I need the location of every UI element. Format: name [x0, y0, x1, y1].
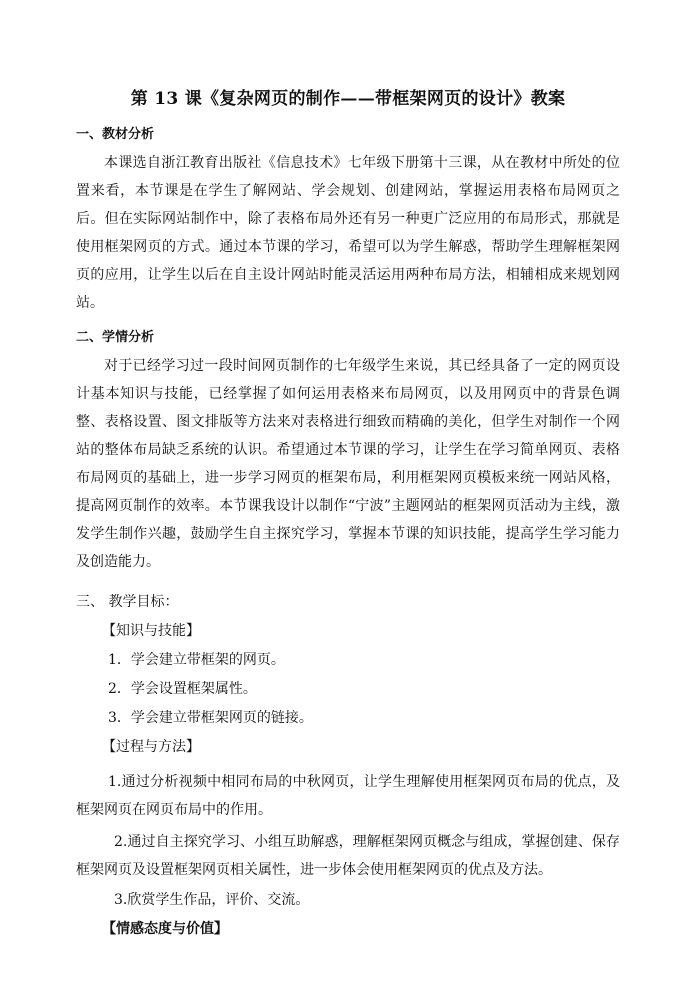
section-heading-teaching-goals: 三、 教学目标：: [76, 594, 179, 610]
document-title: 第 13 课《复杂网页的制作——带框架网页的设计》教案: [130, 89, 566, 109]
knowledge-item: 3．学会建立带框架网页的链接。: [108, 710, 313, 726]
process-item: 2.通过自主探究学习、小组互助解惑，理解框架网页概念与组成，掌握创建、保存框架网页及设置框架网页相关属性，进一步体会使用框架网页的优点及方法。: [76, 834, 620, 878]
section-heading-learner-analysis: 二、学情分析: [76, 330, 155, 345]
process-methods-label: 【过程与方法】: [102, 739, 200, 755]
knowledge-skills-label: 【知识与技能】: [102, 623, 200, 639]
textbook-analysis-paragraph: 本课选自浙江教育出版社《信息技术》七年级下册第十三课，从在教材中所处的位置来看，本节课是在学生了解网站、学会规划、创建网站，掌握运用表格布局网页之后。但在实际网站制作中，除了表格布局外还有另一种更广泛应用的布局形式，那就是使用框架网页的方式。通过本节课的学习，希望可以为学生解惑，帮助学生理解框架网页的应用，让学生以后在自主设计网站时能灵活运用两种布局方法，相辅相成来规划网站。: [76, 155, 620, 311]
section-heading-textbook-analysis: 一、教材分析: [76, 127, 155, 142]
emotion-values-label: 【情感态度与价值】: [102, 921, 228, 937]
knowledge-item: 1．学会建立带框架的网页。: [108, 652, 285, 668]
process-item: 1.通过分析视频中相同布局的中秋网页，让学生理解使用框架网页布局的优点，及框架网页在网页布局中的作用。: [76, 774, 620, 818]
process-item: 3.欣赏学生作品，评价、交流。: [114, 892, 310, 908]
knowledge-item: 2．学会设置框架属性。: [108, 681, 257, 697]
learner-analysis-paragraph: 对于已经学习过一段时间网页制作的七年级学生来说，其已经具备了一定的网页设计基本知识与技能，已经掌握了如何运用表格来布局网页，以及用网页中的背景色调整、表格设置、图文排版等方法来对表格进行细致而精确的美化，但学生对制作一个网站的整体布局缺乏系统的认识。希望通过本节课的学习，让学生在学习简单网页、表格布局网页的基础上，进一步学习网页的框架布局，利用框架网页模板来统一网站风格，提高网页制作的效率。本节课我设计以制作“宁波”主题网站的框架网页活动为主线，激发学生制作兴趣，鼓励学生自主探究学习，掌握本节课的知识技能，提高学生学习能力及创造能力。: [76, 358, 620, 570]
